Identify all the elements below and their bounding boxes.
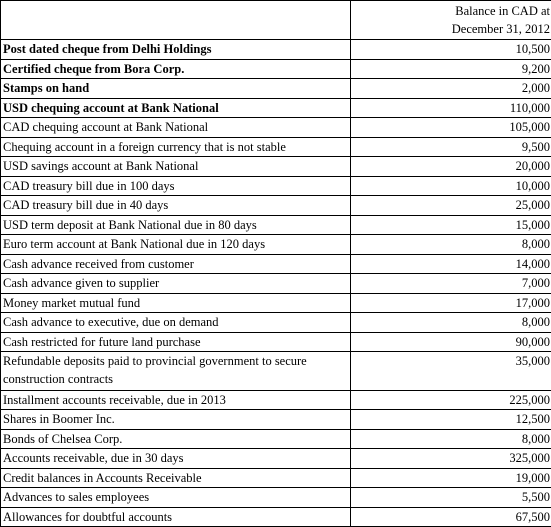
row-value: 17,000: [351, 293, 551, 313]
table-row: [1, 59, 551, 79]
table-row: [1, 410, 551, 430]
row-label: Cash advance received from customer: [1, 254, 351, 274]
table-row: [1, 274, 551, 294]
row-label: Allowances for doubtful accounts: [1, 507, 351, 527]
table-row: [1, 332, 551, 352]
row-label: CAD treasury bill due in 40 days: [1, 196, 351, 216]
table-row: [1, 449, 551, 469]
row-label: CAD treasury bill due in 100 days: [1, 176, 351, 196]
row-value: 8,000: [351, 235, 551, 255]
row-label: Cash advance to executive, due on demand: [1, 313, 351, 333]
header-blank-cell: [1, 1, 351, 40]
table-row: [1, 293, 551, 313]
row-label: Credit balances in Accounts Receivable: [1, 468, 351, 488]
row-value: 7,000: [351, 274, 551, 294]
row-value: 90,000: [351, 332, 551, 352]
table-row: [1, 254, 551, 274]
row-value: 8,000: [351, 429, 551, 449]
row-value: 12,500: [351, 410, 551, 430]
table-row: [1, 176, 551, 196]
row-label: Cash restricted for future land purchase: [1, 332, 351, 352]
table-body: [1, 40, 551, 527]
table-row: [1, 79, 551, 99]
row-label: USD chequing account at Bank National: [1, 98, 351, 118]
table-header-row: [1, 1, 551, 40]
table-row: [1, 352, 551, 391]
row-value: 9,200: [351, 59, 551, 79]
row-label: CAD chequing account at Bank National: [1, 118, 351, 138]
row-label: Stamps on hand: [1, 79, 351, 99]
table-row: [1, 313, 551, 333]
row-value: 20,000: [351, 157, 551, 177]
table-row: [1, 118, 551, 138]
row-value: 225,000: [351, 390, 551, 410]
row-value: 2,000: [351, 79, 551, 99]
row-label: Money market mutual fund: [1, 293, 351, 313]
row-value: 10,500: [351, 40, 551, 60]
balance-header-line1: Balance in CAD at: [455, 4, 550, 18]
row-value: 110,000: [351, 98, 551, 118]
row-value: 325,000: [351, 449, 551, 469]
row-value: 14,000: [351, 254, 551, 274]
row-value: 9,500: [351, 137, 551, 157]
row-label: USD savings account at Bank National: [1, 157, 351, 177]
row-label: USD term deposit at Bank National due in 80 days: [1, 215, 351, 235]
table-row: [1, 196, 551, 216]
row-label: Advances to sales employees: [1, 488, 351, 508]
row-label: Cash advance given to supplier: [1, 274, 351, 294]
row-value: 105,000: [351, 118, 551, 138]
row-label: Euro term account at Bank National due in 120 days: [1, 235, 351, 255]
row-value: 67,500: [351, 507, 551, 527]
table-row: [1, 468, 551, 488]
table-row: [1, 157, 551, 177]
row-value: 35,000: [351, 352, 551, 391]
row-label: Post dated cheque from Delhi Holdings: [1, 40, 351, 60]
balance-header-line2: December 31, 2012: [452, 22, 550, 36]
row-label: Chequing account in a foreign currency that is not stable: [1, 137, 351, 157]
row-value: 19,000: [351, 468, 551, 488]
row-label: Installment accounts receivable, due in 2013: [1, 390, 351, 410]
table-row: [1, 235, 551, 255]
row-value: 10,000: [351, 176, 551, 196]
table-row: [1, 488, 551, 508]
table-row: [1, 137, 551, 157]
row-label: Accounts receivable, due in 30 days: [1, 449, 351, 469]
table-row: [1, 429, 551, 449]
row-value: 25,000: [351, 196, 551, 216]
balance-column-header: [351, 1, 551, 40]
table-row: [1, 215, 551, 235]
table-row: [1, 40, 551, 60]
row-value: 8,000: [351, 313, 551, 333]
row-value: 5,500: [351, 488, 551, 508]
row-label: Shares in Boomer Inc.: [1, 410, 351, 430]
table-row: [1, 390, 551, 410]
table-row: [1, 507, 551, 527]
row-label: Certified cheque from Bora Corp.: [1, 59, 351, 79]
row-label: Refundable deposits paid to provincial government to secure construction contracts: [1, 352, 351, 391]
table-row: [1, 98, 551, 118]
row-value: 15,000: [351, 215, 551, 235]
row-label: Bonds of Chelsea Corp.: [1, 429, 351, 449]
